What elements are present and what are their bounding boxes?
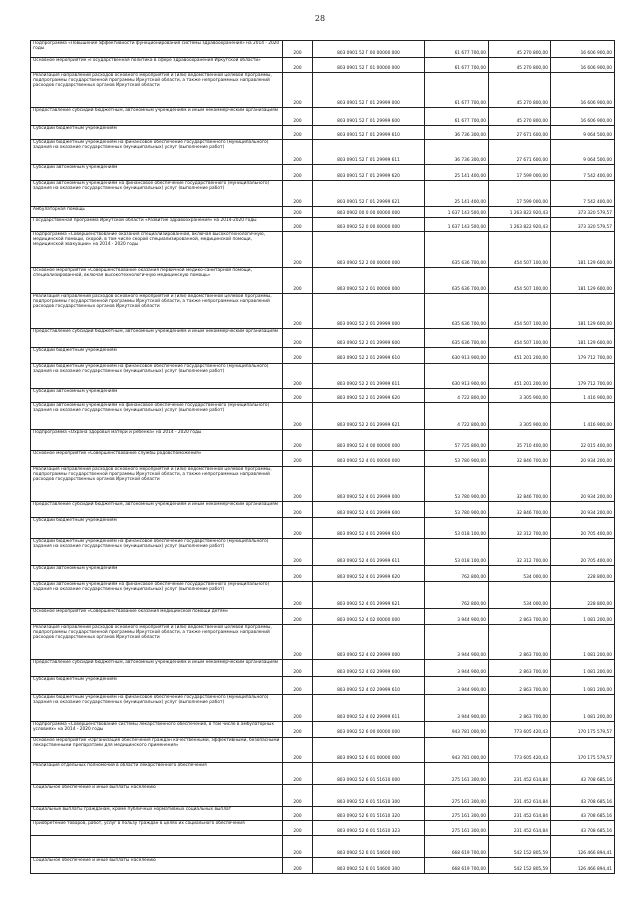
cell-amount-2: 451 201 200,00 [489, 363, 551, 389]
cell-name: Подпрограмма «Совершенствование системы лекарственного обеспечения, в том числе в амбулаторных условиях» на 2014 - 2020 годы [31, 721, 283, 737]
cell-amount-1: 630 913 900,00 [425, 347, 489, 363]
cell-code: 803 0902 52 4 01 29999 611 [313, 538, 425, 565]
table-row [31, 329, 615, 347]
table-row [31, 518, 615, 539]
table-row [31, 347, 615, 363]
cell-code: 803 0901 52 Г 01 29999 620 [313, 164, 425, 180]
cell-amount-2: 35 710 400,00 [489, 429, 551, 450]
cell-code: 803 0902 52 2 01 29999 610 [313, 347, 425, 363]
cell-amount-1: 61 677 700,00 [425, 108, 489, 125]
cell-amount-3: 43 708 685,16 [551, 763, 615, 785]
table-row [31, 450, 615, 466]
cell-amount-1: 3 944 900,00 [425, 660, 489, 677]
cell-amount-1: 61 677 700,00 [425, 41, 489, 58]
cell-amount-1: 630 913 900,00 [425, 363, 489, 389]
cell-amount-2: 2 863 700,00 [489, 677, 551, 694]
cell-amount-1: 25 141 400,00 [425, 180, 489, 206]
cell-amount-3: 20 934 200,00 [551, 502, 615, 518]
cell-name: Субсидии автономным учреждениям [31, 164, 283, 180]
cell-name: Реализация отдельных полномочий в области лекарственного обеспечения [31, 763, 283, 785]
cell-amount-3: 1 081 200,00 [551, 660, 615, 677]
table-row [31, 206, 615, 217]
cell-unit: 200 [283, 125, 313, 140]
cell-name: Основное мероприятие «Совершенствование оказания первичной медико-санитарной помощи, специализированной, включая высокотехнологичную медицинскую помощь» [31, 267, 283, 293]
cell-amount-2: 2 863 700,00 [489, 608, 551, 624]
cell-unit: 200 [283, 140, 313, 165]
cell-amount-2: 45 270 800,00 [489, 41, 551, 58]
cell-unit: 200 [283, 857, 313, 873]
table-row [31, 217, 615, 232]
table-row [31, 41, 615, 58]
cell-code: 803 0901 52 Г 01 29999 000 [313, 72, 425, 108]
table-row [31, 785, 615, 807]
cell-name: Субсидии бюджетным учреждениям на финансовое обеспечение государственного (муниципального) задания на оказание государственных (муниципальных) услуг (выполнение работ) [31, 363, 283, 389]
cell-unit: 200 [283, 389, 313, 402]
cell-name: Основное мероприятие «Совершенствование службы родовспоможения» [31, 450, 283, 466]
cell-code: 803 0902 52 2 01 29999 620 [313, 389, 425, 402]
cell-code: 803 0902 52 6 00 00000 000 [313, 721, 425, 737]
cell-unit: 200 [283, 581, 313, 608]
cell-name: Социальное обеспечение и иные выплаты населению [31, 785, 283, 807]
cell-name: Предоставление субсидий бюджетным, автономным учреждениям и иным некоммерческим организациям [31, 329, 283, 347]
cell-amount-2: 27 671 600,00 [489, 140, 551, 165]
cell-amount-1: 762 800,00 [425, 581, 489, 608]
cell-amount-3: 181 129 600,00 [551, 293, 615, 329]
cell-name: Подпрограмма «Повышение эффективности функционирования системы здравоохранения» на 2014 - 2020 годы [31, 41, 283, 58]
cell-amount-3: 1 416 900,00 [551, 402, 615, 429]
cell-code: 803 0901 52 Г 00 00000 000 [313, 41, 425, 58]
cell-code: 803 0902 52 2 01 29999 611 [313, 363, 425, 389]
cell-code: 803 0902 52 6 01 51610 320 [313, 807, 425, 820]
table-row [31, 466, 615, 502]
cell-name: Субсидии бюджетным учреждениям [31, 518, 283, 539]
cell-amount-3: 373 320 579,57 [551, 206, 615, 217]
budget-table-body [31, 41, 615, 874]
cell-amount-1: 275 161 300,00 [425, 785, 489, 807]
cell-amount-3: 170 175 579,57 [551, 721, 615, 737]
cell-amount-3: 181 129 600,00 [551, 329, 615, 347]
cell-unit: 200 [283, 785, 313, 807]
cell-amount-2: 231 452 614,84 [489, 785, 551, 807]
table-row [31, 608, 615, 624]
cell-amount-3: 43 708 685,16 [551, 820, 615, 835]
cell-name [31, 835, 283, 857]
cell-amount-3: 43 708 685,16 [551, 807, 615, 820]
table-row [31, 763, 615, 785]
cell-amount-3: 170 175 579,57 [551, 737, 615, 763]
cell-code: 803 0902 52 4 02 29999 600 [313, 660, 425, 677]
cell-code: 803 0901 52 Г 01 29999 600 [313, 108, 425, 125]
cell-name: Подпрограмма «Охрана здоровья матери и ребенка» на 2014 - 2020 годы [31, 429, 283, 450]
cell-code: 803 0902 52 4 01 29999 620 [313, 565, 425, 581]
cell-code: 803 0902 52 4 01 29999 600 [313, 502, 425, 518]
cell-name: Амбулаторная помощь [31, 206, 283, 217]
cell-amount-2: 773 605 420,43 [489, 721, 551, 737]
cell-amount-3: 16 606 900,00 [551, 58, 615, 73]
cell-code: 803 0901 52 Г 01 29999 611 [313, 140, 425, 165]
cell-amount-1: 25 141 400,00 [425, 164, 489, 180]
cell-name: Предоставление субсидий бюджетным, автономным учреждениям и иным некоммерческим организациям [31, 502, 283, 518]
cell-code: 803 0902 00 0 00 00000 000 [313, 206, 425, 217]
cell-unit: 200 [283, 180, 313, 206]
cell-amount-3: 126 466 894,41 [551, 835, 615, 857]
cell-code: 803 0902 52 0 00 00000 000 [313, 217, 425, 232]
table-row [31, 502, 615, 518]
cell-unit: 200 [283, 502, 313, 518]
cell-amount-3: 181 129 600,00 [551, 232, 615, 268]
cell-amount-1: 635 636 700,00 [425, 293, 489, 329]
cell-amount-1: 943 781 000,00 [425, 737, 489, 763]
cell-amount-1: 53 780 900,00 [425, 450, 489, 466]
cell-amount-3: 126 466 894,41 [551, 857, 615, 873]
cell-amount-2: 454 507 100,00 [489, 232, 551, 268]
cell-code: 803 0902 52 6 01 54600 000 [313, 835, 425, 857]
cell-amount-2: 231 452 614,84 [489, 763, 551, 785]
cell-name: Субсидии бюджетным учреждениям на финансовое обеспечение государственного (муниципального) задания на оказание государственных (муниципальных) услуг (выполнение работ) [31, 694, 283, 721]
cell-name: Реализация направлений расходов основного мероприятия и (или) ведомственной целевой программы, подпрограммы государственной программы Иркутской области, а также непрограммных направлений расходов государственных органов Иркутской области [31, 72, 283, 108]
cell-name: Основное мероприятие «Государственная политика в сфере здравоохранения Иркутской области» [31, 58, 283, 73]
cell-name: Социальные выплаты гражданам, кроме публичных нормативных социальных выплат [31, 807, 283, 820]
cell-name: Подпрограмма «Совершенствование оказания специализированной, включая высокотехнологичную, медицинской помощи, скорой, в том числе скорой специализированной, медицинской помощи, медицинской эвакуации» на 2014 - 2020 годы [31, 232, 283, 268]
cell-unit: 200 [283, 820, 313, 835]
cell-unit: 200 [283, 694, 313, 721]
cell-amount-3: 1 416 900,00 [551, 389, 615, 402]
cell-unit: 200 [283, 608, 313, 624]
cell-code: 803 0902 52 6 01 00000 000 [313, 737, 425, 763]
cell-amount-1: 4 722 800,00 [425, 389, 489, 402]
cell-name: Реализация направлений расходов основного мероприятия и (или) ведомственной целевой программы, подпрограммы государственной программы Иркутской области, а также непрограммных направлений расходов государственных органов Иркутской области [31, 624, 283, 660]
cell-amount-3: 179 712 700,00 [551, 347, 615, 363]
cell-amount-2: 45 270 800,00 [489, 108, 551, 125]
cell-code: 803 0901 52 Г 01 00000 000 [313, 58, 425, 73]
cell-unit: 200 [283, 232, 313, 268]
page-number: 28 [314, 14, 326, 23]
table-row [31, 125, 615, 140]
cell-unit: 200 [283, 624, 313, 660]
cell-amount-1: 36 736 300,00 [425, 140, 489, 165]
cell-code: 803 0902 52 2 01 00000 000 [313, 267, 425, 293]
cell-name: Субсидии автономным учреждениям на финансовое обеспечение государственного (муниципального) задания на оказание государственных (муниципальных) услуг (выполнение работ) [31, 402, 283, 429]
cell-amount-1: 53 018 100,00 [425, 538, 489, 565]
cell-code: 803 0902 52 6 01 51610 300 [313, 785, 425, 807]
cell-code: 803 0902 52 6 01 54600 300 [313, 857, 425, 873]
cell-amount-2: 231 452 614,84 [489, 820, 551, 835]
cell-amount-1: 275 161 300,00 [425, 807, 489, 820]
cell-amount-2: 542 152 805,59 [489, 835, 551, 857]
budget-table [30, 40, 615, 874]
cell-name: Предоставление субсидий бюджетным, автономным учреждениям и иным некоммерческим организациям [31, 660, 283, 677]
table-row [31, 58, 615, 73]
cell-amount-2: 32 846 700,00 [489, 450, 551, 466]
cell-amount-2: 3 305 900,00 [489, 402, 551, 429]
cell-code: 803 0902 52 4 02 29999 610 [313, 677, 425, 694]
cell-amount-2: 17 599 000,00 [489, 180, 551, 206]
cell-amount-2: 32 312 700,00 [489, 538, 551, 565]
cell-amount-3: 20 934 200,00 [551, 450, 615, 466]
table-row [31, 721, 615, 737]
cell-amount-3: 7 542 400,00 [551, 164, 615, 180]
cell-amount-3: 1 081 200,00 [551, 694, 615, 721]
cell-amount-2: 32 846 700,00 [489, 502, 551, 518]
cell-name: Приобретение товаров, работ, услуг в пользу граждан в целях их социального обеспечения [31, 820, 283, 835]
cell-code: 803 0902 52 2 01 29999 600 [313, 329, 425, 347]
cell-name: Реализация направлений расходов основного мероприятия и (или) ведомственной целевой программы, подпрограммы государственной программы Иркутской области, а также непрограммных направлений расходов государственных органов Иркутской области [31, 293, 283, 329]
cell-code: 803 0901 52 Г 01 29999 610 [313, 125, 425, 140]
table-row [31, 835, 615, 857]
cell-amount-1: 57 725 800,00 [425, 429, 489, 450]
cell-amount-2: 2 863 700,00 [489, 660, 551, 677]
cell-amount-1: 36 736 300,00 [425, 125, 489, 140]
table-row [31, 140, 615, 165]
cell-amount-1: 1 637 143 500,00 [425, 217, 489, 232]
cell-amount-1: 3 944 900,00 [425, 694, 489, 721]
cell-amount-1: 53 780 900,00 [425, 466, 489, 502]
cell-unit: 200 [283, 58, 313, 73]
cell-unit: 200 [283, 763, 313, 785]
cell-code: 803 0902 52 4 00 00000 000 [313, 429, 425, 450]
cell-amount-3: 7 542 400,00 [551, 180, 615, 206]
cell-amount-1: 53 018 100,00 [425, 518, 489, 539]
cell-name: Реализация направлений расходов основного мероприятия и (или) ведомственной целевой программы, подпрограммы государственной программы Иркутской области, а также непрограммных направлений расходов государственных органов Иркутской области [31, 466, 283, 502]
cell-amount-1: 3 944 900,00 [425, 677, 489, 694]
cell-unit: 200 [283, 737, 313, 763]
cell-name: Субсидии бюджетным учреждениям [31, 125, 283, 140]
cell-unit: 200 [283, 660, 313, 677]
cell-amount-2: 1 263 822 920,43 [489, 206, 551, 217]
table-row [31, 677, 615, 694]
cell-name: Субсидии бюджетным учреждениям [31, 677, 283, 694]
cell-name: Социальное обеспечение и иные выплаты населению [31, 857, 283, 873]
cell-unit: 200 [283, 518, 313, 539]
cell-unit: 200 [283, 538, 313, 565]
cell-amount-3: 181 129 600,00 [551, 267, 615, 293]
cell-amount-2: 454 507 100,00 [489, 329, 551, 347]
cell-amount-1: 275 161 300,00 [425, 820, 489, 835]
cell-code: 803 0902 52 6 01 51610 000 [313, 763, 425, 785]
cell-name: Субсидии автономным учреждениям [31, 565, 283, 581]
cell-amount-2: 2 863 700,00 [489, 694, 551, 721]
cell-code: 803 0902 52 4 02 00000 000 [313, 608, 425, 624]
cell-code: 803 0902 52 4 02 29999 611 [313, 694, 425, 721]
table-row [31, 363, 615, 389]
table-row [31, 267, 615, 293]
cell-unit: 200 [283, 72, 313, 108]
cell-code: 803 0902 52 2 01 29999 621 [313, 402, 425, 429]
cell-unit: 200 [283, 466, 313, 502]
cell-amount-1: 668 619 700,00 [425, 857, 489, 873]
table-row [31, 538, 615, 565]
cell-amount-2: 45 270 800,00 [489, 72, 551, 108]
table-row [31, 232, 615, 268]
cell-unit: 200 [283, 217, 313, 232]
cell-unit: 200 [283, 429, 313, 450]
cell-amount-1: 61 677 700,00 [425, 58, 489, 73]
table-row [31, 389, 615, 402]
cell-code: 803 0902 52 2 01 29999 000 [313, 293, 425, 329]
cell-name: Субсидии автономным учреждениям на финансовое обеспечение государственного (муниципального) задания на оказание государственных (муниципальных) услуг (выполнение работ) [31, 581, 283, 608]
cell-amount-2: 773 605 420,43 [489, 737, 551, 763]
cell-code: 803 0901 52 Г 01 29999 621 [313, 180, 425, 206]
cell-amount-3: 20 934 200,00 [551, 466, 615, 502]
cell-name: Субсидии автономным учреждениям на финансовое обеспечение государственного (муниципального) задания на оказание государственных (муниципальных) услуг (выполнение работ) [31, 180, 283, 206]
cell-code: 803 0902 52 2 00 00000 000 [313, 232, 425, 268]
cell-amount-2: 32 312 700,00 [489, 518, 551, 539]
cell-amount-1: 3 944 900,00 [425, 608, 489, 624]
cell-amount-2: 45 270 800,00 [489, 58, 551, 73]
cell-unit: 200 [283, 108, 313, 125]
cell-amount-1: 53 780 900,00 [425, 502, 489, 518]
table-row [31, 694, 615, 721]
cell-amount-1: 1 637 143 500,00 [425, 206, 489, 217]
cell-unit: 200 [283, 450, 313, 466]
cell-amount-3: 16 606 900,00 [551, 108, 615, 125]
cell-name: Субсидии бюджетным учреждениям на финансовое обеспечение государственного (муниципального) задания на оказание государственных (муниципальных) услуг (выполнение работ) [31, 538, 283, 565]
table-row [31, 624, 615, 660]
table-row [31, 820, 615, 835]
cell-amount-3: 16 606 900,00 [551, 41, 615, 58]
cell-unit: 200 [283, 565, 313, 581]
cell-amount-2: 454 507 100,00 [489, 267, 551, 293]
cell-unit: 200 [283, 41, 313, 58]
cell-amount-1: 943 781 000,00 [425, 721, 489, 737]
cell-name: Основное мероприятие «Организация обеспечения граждан качественными, эффективными, безопасными лекарственными препаратами для медицинского применения» [31, 737, 283, 763]
cell-unit: 200 [283, 293, 313, 329]
cell-amount-3: 43 708 685,16 [551, 785, 615, 807]
cell-amount-3: 1 081 200,00 [551, 608, 615, 624]
cell-amount-1: 4 722 800,00 [425, 402, 489, 429]
cell-amount-1: 635 636 700,00 [425, 267, 489, 293]
cell-amount-2: 1 263 822 920,43 [489, 217, 551, 232]
table-row [31, 108, 615, 125]
cell-amount-2: 17 599 000,00 [489, 164, 551, 180]
cell-amount-1: 275 161 300,00 [425, 763, 489, 785]
cell-unit: 200 [283, 721, 313, 737]
cell-amount-2: 231 452 614,84 [489, 807, 551, 820]
table-row [31, 737, 615, 763]
cell-amount-3: 179 712 700,00 [551, 363, 615, 389]
cell-unit: 200 [283, 363, 313, 389]
cell-amount-3: 228 800,00 [551, 581, 615, 608]
cell-name: Предоставление субсидий бюджетным, автономным учреждениям и иным некоммерческим организациям [31, 108, 283, 125]
cell-amount-3: 20 705 400,00 [551, 518, 615, 539]
cell-code: 803 0902 52 4 01 29999 621 [313, 581, 425, 608]
cell-amount-2: 542 152 805,59 [489, 857, 551, 873]
cell-amount-1: 635 636 700,00 [425, 329, 489, 347]
cell-amount-3: 228 800,00 [551, 565, 615, 581]
cell-amount-3: 1 081 200,00 [551, 677, 615, 694]
cell-amount-3: 1 081 200,00 [551, 624, 615, 660]
cell-code: 803 0902 52 6 01 51610 323 [313, 820, 425, 835]
cell-unit: 200 [283, 835, 313, 857]
cell-amount-1: 668 619 700,00 [425, 835, 489, 857]
cell-amount-1: 762 800,00 [425, 565, 489, 581]
table-row [31, 807, 615, 820]
cell-amount-1: 3 944 900,00 [425, 624, 489, 660]
table-row [31, 581, 615, 608]
cell-amount-3: 16 606 900,00 [551, 72, 615, 108]
cell-amount-2: 454 507 100,00 [489, 293, 551, 329]
table-row [31, 857, 615, 873]
cell-amount-2: 451 201 200,00 [489, 347, 551, 363]
cell-amount-3: 20 705 400,00 [551, 538, 615, 565]
table-row [31, 429, 615, 450]
cell-name: Субсидии бюджетным учреждениям на финансовое обеспечение государственного (муниципального) задания на оказание государственных (муниципальных) услуг (выполнение работ) [31, 140, 283, 165]
cell-amount-1: 635 636 700,00 [425, 232, 489, 268]
cell-code: 803 0902 52 4 02 29999 000 [313, 624, 425, 660]
cell-code: 803 0902 52 4 01 29999 000 [313, 466, 425, 502]
cell-code: 803 0902 52 4 01 00000 000 [313, 450, 425, 466]
cell-unit: 200 [283, 206, 313, 217]
cell-amount-2: 3 305 900,00 [489, 389, 551, 402]
table-row [31, 565, 615, 581]
cell-amount-3: 9 064 500,00 [551, 140, 615, 165]
cell-unit: 200 [283, 347, 313, 363]
cell-amount-3: 373 320 579,57 [551, 217, 615, 232]
table-row [31, 293, 615, 329]
table-row [31, 180, 615, 206]
table-row [31, 72, 615, 108]
cell-amount-2: 534 000,00 [489, 581, 551, 608]
cell-amount-3: 22 015 400,00 [551, 429, 615, 450]
cell-unit: 200 [283, 677, 313, 694]
cell-name: Основное мероприятие «Совершенствование оказания медицинской помощи детям» [31, 608, 283, 624]
cell-unit: 200 [283, 267, 313, 293]
cell-amount-2: 2 863 700,00 [489, 624, 551, 660]
table-row [31, 164, 615, 180]
cell-amount-3: 9 064 500,00 [551, 125, 615, 140]
cell-amount-1: 61 677 700,00 [425, 72, 489, 108]
cell-amount-2: 32 846 700,00 [489, 466, 551, 502]
cell-unit: 200 [283, 329, 313, 347]
cell-amount-2: 534 000,00 [489, 565, 551, 581]
cell-code: 803 0902 52 4 01 29999 610 [313, 518, 425, 539]
table-row [31, 402, 615, 429]
cell-name: Субсидии автономным учреждениям [31, 389, 283, 402]
cell-name: Государственная программа Иркутской области «Развитие здравоохранения» на 2014-2020 годы [31, 217, 283, 232]
cell-unit: 200 [283, 807, 313, 820]
cell-unit: 200 [283, 164, 313, 180]
cell-amount-2: 27 671 600,00 [489, 125, 551, 140]
cell-name: Субсидии бюджетным учреждениям [31, 347, 283, 363]
cell-unit: 200 [283, 402, 313, 429]
table-row [31, 660, 615, 677]
